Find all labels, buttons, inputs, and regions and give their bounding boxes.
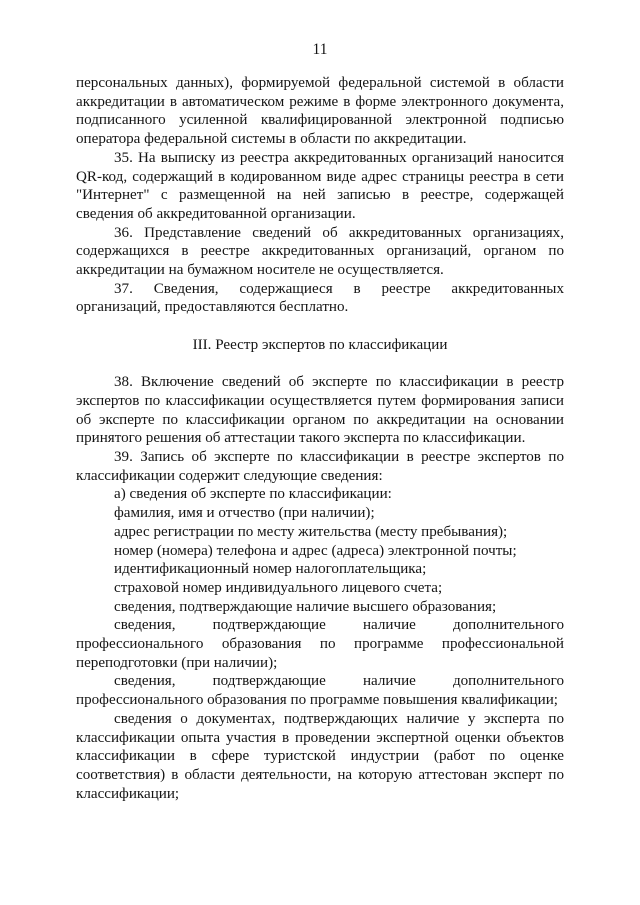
list-item-address: адрес регистрации по месту жительства (месту пребывания); (114, 523, 508, 540)
paragraph-37: 37. Сведения, содержащиеся в реестре аккредитованных организаций, предоставляются бесплатно. (76, 280, 564, 316)
paragraph-38: 38. Включение сведений об эксперте по классификации в реестр экспертов по классификации осуществляется путем формирования записи об эксперте по классификации органом по аккредитации на основании принятого решения об аттестации такого эксперта по классификации. (76, 374, 564, 447)
section-heading: III. Реестр экспертов по классификации (192, 336, 448, 353)
page-number: 11 (312, 41, 328, 58)
list-item-phone-email: номер (номера) телефона и адрес (адреса) электронной почты; (114, 542, 517, 559)
list-item-insurance-number: страховой номер индивидуального лицевого счета; (114, 579, 443, 596)
paragraph-39: 39. Запись об эксперте по классификации в реестре экспертов по классификации содержит следующие сведения: (76, 449, 564, 484)
list-item-retraining: сведения, подтверждающие наличие дополнительного профессионального образования по программе профессиональной переподготовки (при наличии); (76, 617, 564, 671)
list-item-higher-education: сведения, подтверждающие наличие высшего образования; (114, 598, 497, 615)
list-item-a: а) сведения об эксперте по классификации: (114, 486, 392, 503)
list-item-experience-documents: сведения о документах, подтверждающих наличие у эксперта по классификации опыта участия в проведении экспертной оценки объектов классификации в сфере туристской индустрии (работ по оценке соответствия) в области деятельности, на которую аттестован эксперт по классификации; (76, 710, 564, 802)
document-body (76, 74, 564, 803)
list-item-qualification: сведения, подтверждающие наличие дополнительного профессионального образования по программе повышения квалификации; (76, 673, 564, 709)
paragraph-36: 36. Представление сведений об аккредитованных организациях, содержащихся в реестре аккредитованных организаций, органом по аккредитации на бумажном носителе не осуществляется. (76, 224, 564, 279)
list-item-full-name: фамилия, имя и отчество (при наличии); (114, 505, 375, 522)
paragraph-35: 35. На выписку из реестра аккредитованных организаций наносится QR-код, содержащий в кодированном виде адрес страницы реестра в сети "Интернет" с размещенной на ней записью в реестре, содержащей сведения об аккредитованной организации. (76, 149, 564, 222)
paragraph-continuation: персональных данных), формируемой федеральной системой в области аккредитации в автоматическом режиме в форме электронного документа, подписанного усиленной квалифицированной электронной подписью оператора федеральной системы в области по аккредитации. (76, 75, 564, 148)
list-item-tax-id: идентификационный номер налогоплательщика; (114, 561, 427, 578)
